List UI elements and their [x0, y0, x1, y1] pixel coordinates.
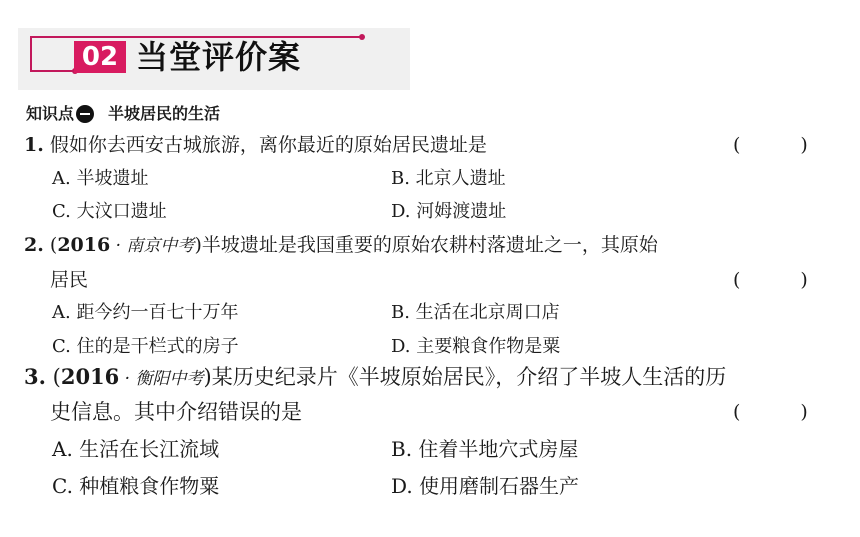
knowledge-point-title: 半坡居民的生活 — [108, 104, 221, 123]
question-2-stem-cont: 居民 — [50, 269, 89, 291]
question-text: 某历史纪录片《半坡原始居民》，介绍了半坡人生活的历 — [211, 365, 727, 389]
header-frame-left — [30, 36, 32, 72]
option-d: D. 使用磨制石器生产 — [391, 474, 580, 498]
answer-bracket: ( ) — [733, 269, 808, 291]
question-number: 2 — [24, 234, 38, 256]
option-a: A. 生活在长江流域 — [52, 437, 220, 461]
option-d: D. 河姆渡遗址 — [391, 201, 507, 222]
knowledge-point-label: 知识点 — [26, 104, 75, 123]
header-title: 当堂评价案 — [136, 38, 302, 76]
question-1-stem: 1. 假如你去西安古城旅游，离你最近的原始居民遗址是 — [24, 134, 487, 156]
question-2-stem: 2. (2016 · 南京中考)半坡遗址是我国重要的原始农耕村落遗址之一，其原始 — [24, 234, 658, 256]
header-dot-icon — [359, 34, 365, 40]
exam-year: 2016 — [57, 234, 111, 256]
option-b: B. 生活在北京周口店 — [391, 302, 560, 323]
section-header — [18, 28, 410, 90]
question-text: 半坡遗址是我国重要的原始农耕村落遗址之一，其原始 — [201, 234, 658, 256]
exam-year: 2016 — [60, 364, 120, 389]
question-text: 假如你去西安古城旅游，离你最近的原始居民遗址是 — [49, 134, 487, 156]
option-c: C. 大汶口遗址 — [52, 201, 167, 222]
header-number: 02 — [74, 41, 126, 73]
option-b: B. 北京人遗址 — [391, 168, 506, 189]
exam-source: · 南京中考 — [110, 236, 195, 256]
option-c: C. 住的是干栏式的房子 — [52, 336, 239, 357]
option-c: C. 种植粮食作物粟 — [52, 474, 220, 498]
knowledge-point-heading — [26, 102, 220, 126]
option-a: A. 半坡遗址 — [52, 168, 149, 189]
answer-bracket: ( ) — [733, 401, 808, 423]
option-a: A. 距今约一百七十万年 — [52, 302, 239, 323]
answer-bracket: ( ) — [733, 134, 808, 156]
question-number: 3 — [24, 364, 39, 389]
question-3-stem: 3. (2016 · 衡阳中考)某历史纪录片《半坡原始居民》，介绍了半坡人生活的历 — [24, 364, 727, 389]
exam-source: · 衡阳中考 — [119, 369, 204, 389]
header-frame-bottom — [30, 70, 74, 72]
question-number: 1 — [24, 134, 38, 156]
number-one-badge-icon — [76, 105, 94, 123]
option-d: D. 主要粮食作物是粟 — [391, 336, 561, 357]
option-b: B. 住着半地穴式房屋 — [391, 437, 579, 461]
question-3-stem-cont: 史信息。其中介绍错误的是 — [50, 400, 302, 424]
